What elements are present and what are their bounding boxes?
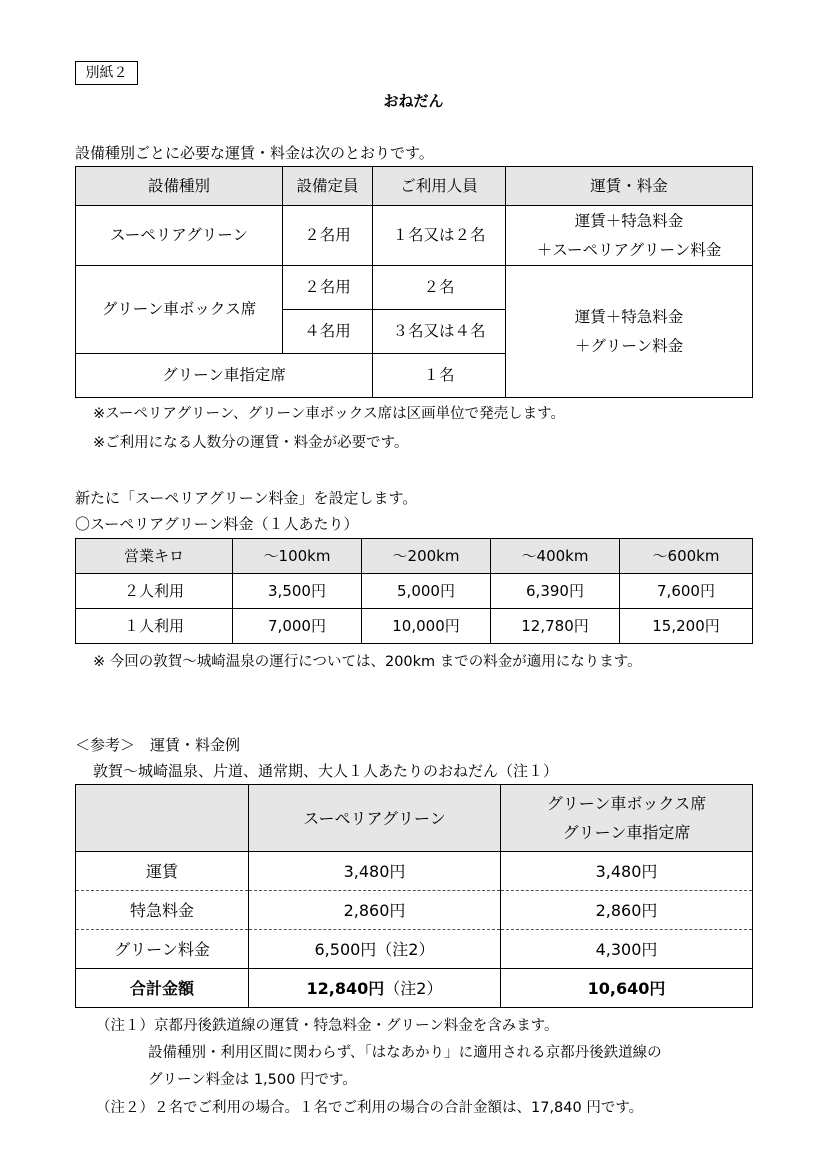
total-superior-value: 12,840円 — [306, 978, 385, 998]
intro-text: 設備種別ごとに必要な運賃・料金は次のとおりです。 — [75, 144, 434, 162]
table-cell: 6,390円 — [491, 574, 620, 609]
box-users-2: ２名 — [373, 266, 506, 310]
table-cell: 3,480円 — [501, 852, 753, 891]
table-cell: 3,500円 — [233, 574, 362, 609]
table-cell: 4,300円 — [501, 930, 753, 969]
section2-title: 〇スーペリアグリーン料金（１人あたり） — [75, 515, 359, 533]
table-cell: 15,200円 — [620, 609, 753, 644]
footnote2: （注２）２名でご利用の場合。１名でご利用の場合の合計金額は、17,840 円です。 — [96, 1100, 644, 1116]
header-100km: ～100km — [233, 539, 362, 574]
footnote1-line1: （注１）京都丹後鉄道線の運賃・特急料金・グリーン料金を含みます。 — [96, 1018, 559, 1034]
footnote1-line3: グリーン料金は 1,500 円です。 — [148, 1072, 357, 1088]
table-cell: 10,000円 — [362, 609, 491, 644]
row-label: グリーン料金 — [76, 930, 249, 969]
table-cell: 2,860円 — [501, 891, 753, 930]
table-cell: 12,780円 — [491, 609, 620, 644]
superior-green-fare-table — [75, 538, 753, 644]
header-distance: 営業キロ — [76, 539, 233, 574]
reserved-type: グリーン車指定席 — [76, 354, 373, 398]
green-fare — [506, 266, 753, 398]
green-fare-line1: 運賃＋特急料金 — [574, 307, 684, 326]
superior-users: １名又は２名 — [373, 206, 506, 266]
table-cell: 3,480円 — [249, 852, 501, 891]
superior-fare-line1: 運賃＋特急料金 — [574, 211, 684, 230]
row-label: ２人利用 — [76, 574, 233, 609]
reserved-users: １名 — [373, 354, 506, 398]
header-empty — [76, 785, 249, 852]
reference-title: ＜参考＞ 運賃・料金例 — [75, 736, 241, 754]
header-fare: 運賃・料金 — [506, 167, 753, 206]
note2: ※ 今回の敦賀～城崎温泉の運行については、200km までの料金が適用になります。 — [93, 654, 642, 670]
header-green-line2: グリーン車指定席 — [562, 823, 691, 842]
table-cell: 7,600円 — [620, 574, 753, 609]
header-capacity: 設備定員 — [283, 167, 373, 206]
total-green: 10,640円 — [501, 969, 753, 1008]
header-superior: スーペリアグリーン — [249, 785, 501, 852]
row-label: 運賃 — [76, 852, 249, 891]
header-600km: ～600km — [620, 539, 753, 574]
box-type: グリーン車ボックス席 — [76, 266, 283, 354]
header-equipment-type: 設備種別 — [76, 167, 283, 206]
total-superior — [249, 969, 501, 1008]
table-cell: 2,860円 — [249, 891, 501, 930]
header-green-line1: グリーン車ボックス席 — [546, 794, 707, 813]
fare-example-table — [75, 784, 753, 1008]
header-users: ご利用人員 — [373, 167, 506, 206]
green-fare-line2: ＋グリーン料金 — [574, 336, 684, 355]
superior-fare-line2: ＋スーペリアグリーン料金 — [536, 240, 722, 259]
superior-fare — [506, 206, 753, 266]
note1-1: ※スーペリアグリーン、グリーン車ボックス席は区画単位で発売します。 — [93, 406, 565, 422]
header-green — [501, 785, 753, 852]
table-cell: 7,000円 — [233, 609, 362, 644]
reference-subtitle: 敦賀～城崎温泉、片道、通常期、大人１人あたりのおねだん（注１） — [93, 762, 559, 780]
note1-2: ※ご利用になる人数分の運賃・料金が必要です。 — [93, 435, 409, 451]
superior-type: スーペリアグリーン — [76, 206, 283, 266]
row-label: 特急料金 — [76, 891, 249, 930]
table-cell: 5,000円 — [362, 574, 491, 609]
equipment-fare-table — [75, 166, 753, 398]
table-cell: 6,500円（注2） — [249, 930, 501, 969]
total-label: 合計金額 — [76, 969, 249, 1008]
footnote1-line2: 設備種別・利用区間に関わらず、「はなあかり」に適用される京都丹後鉄道線の — [148, 1045, 662, 1061]
superior-capacity: ２名用 — [283, 206, 373, 266]
total-superior-note: （注2） — [384, 978, 443, 998]
section2-intro: 新たに「スーペリアグリーン料金」を設定します。 — [75, 489, 418, 507]
attachment-label: 別紙２ — [75, 61, 138, 85]
box-users-4: ３名又は４名 — [373, 310, 506, 354]
header-400km: ～400km — [491, 539, 620, 574]
box-capacity-2: ２名用 — [283, 266, 373, 310]
header-200km: ～200km — [362, 539, 491, 574]
page-title: おねだん — [383, 92, 444, 110]
row-label: １人利用 — [76, 609, 233, 644]
box-capacity-4: ４名用 — [283, 310, 373, 354]
